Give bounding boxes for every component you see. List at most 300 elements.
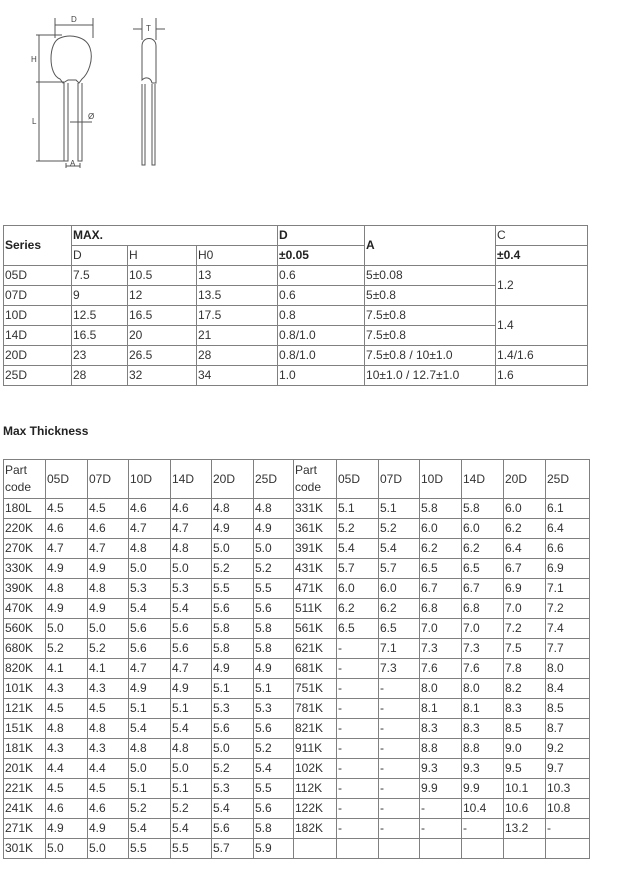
thickness-cell: 8.2 <box>504 679 546 699</box>
thickness-cell: 7.4 <box>546 619 590 639</box>
thickness-cell: 5.6 <box>212 599 254 619</box>
thickness-cell: 4.9 <box>212 519 254 539</box>
thickness-cell: 5.3 <box>171 579 212 599</box>
spec-cell-h: 16.5 <box>128 306 197 326</box>
thickness-row <box>4 679 590 699</box>
thickness-cell: - <box>337 759 379 779</box>
thickness-cell: 8.1 <box>462 699 504 719</box>
thickness-cell: 5.5 <box>254 779 294 799</box>
thickness-cell: 5.6 <box>254 719 294 739</box>
thickness-cell: 5.6 <box>171 619 212 639</box>
thickness-cell: 10.6 <box>504 799 546 819</box>
spec-cell-lead-d: 0.8/1.0 <box>278 346 365 366</box>
thickness-cell: 6.2 <box>504 519 546 539</box>
part-code-cell: 151K <box>4 719 46 739</box>
spec-cell-h0: 28 <box>197 346 278 366</box>
thickness-cell: 5.2 <box>46 639 88 659</box>
thickness-cell: 5.7 <box>212 839 254 859</box>
thickness-row <box>4 539 590 559</box>
thickness-cell: 8.1 <box>420 699 462 719</box>
part-code-cell: 180L <box>4 499 46 519</box>
part-code-cell: 431K <box>294 559 337 579</box>
header-max: MAX. <box>72 226 278 246</box>
thickness-cell: 4.9 <box>212 659 254 679</box>
thickness-cell: 6.2 <box>462 539 504 559</box>
thickness-cell: 4.3 <box>88 739 129 759</box>
part-code-cell: 331K <box>294 499 337 519</box>
spec-cell-lead-d: 1.0 <box>278 366 365 386</box>
thickness-row <box>4 819 590 839</box>
thickness-row <box>4 619 590 639</box>
side-body <box>142 39 156 84</box>
thickness-cell: 5.8 <box>212 639 254 659</box>
thickness-cell: 4.9 <box>46 559 88 579</box>
spec-cell-h: 10.5 <box>128 266 197 286</box>
thickness-cell: 4.5 <box>88 779 129 799</box>
header-col: 14D <box>171 460 212 499</box>
thickness-cell: 6.9 <box>504 579 546 599</box>
spec-cell-d: 23 <box>72 346 128 366</box>
thickness-cell: 5.0 <box>88 619 129 639</box>
spec-cell-c: 1.6 <box>496 366 588 386</box>
disc-body <box>51 36 91 83</box>
spec-cell-h: 32 <box>128 366 197 386</box>
thickness-cell: 9.5 <box>504 759 546 779</box>
thickness-cell: 7.2 <box>504 619 546 639</box>
thickness-cell: 5.9 <box>254 839 294 859</box>
thickness-cell: 5.3 <box>212 779 254 799</box>
thickness-cell: 7.3 <box>379 659 420 679</box>
thickness-cell: 5.6 <box>254 599 294 619</box>
spec-cell-d: 28 <box>72 366 128 386</box>
thickness-cell: 5.2 <box>212 759 254 779</box>
spec-cell-d: 7.5 <box>72 266 128 286</box>
spec-row <box>4 366 588 386</box>
thickness-cell: 4.3 <box>46 739 88 759</box>
thickness-cell: 5.0 <box>254 539 294 559</box>
thickness-row <box>4 719 590 739</box>
spec-cell-c: 1.2 <box>496 266 588 306</box>
thickness-cell: 5.6 <box>212 719 254 739</box>
thickness-row <box>4 519 590 539</box>
thickness-cell: 5.0 <box>171 759 212 779</box>
thickness-cell: 4.6 <box>88 799 129 819</box>
thickness-cell: 7.5 <box>504 639 546 659</box>
thickness-cell: 7.3 <box>462 639 504 659</box>
thickness-cell: 4.7 <box>129 519 171 539</box>
lead-left <box>64 83 68 161</box>
part-code-cell: 561K <box>294 619 337 639</box>
thickness-cell: 5.8 <box>254 619 294 639</box>
part-code-cell: 101K <box>4 679 46 699</box>
thickness-cell: - <box>337 659 379 679</box>
thickness-cell: 7.6 <box>420 659 462 679</box>
header-c-1: C <box>496 226 588 246</box>
thickness-cell: 5.2 <box>129 799 171 819</box>
thickness-cell: - <box>379 779 420 799</box>
thickness-cell: 9.7 <box>546 759 590 779</box>
thickness-cell: 5.4 <box>129 719 171 739</box>
thickness-cell: 6.0 <box>462 519 504 539</box>
part-code-cell: 122K <box>294 799 337 819</box>
thickness-cell: 5.0 <box>88 839 129 859</box>
thickness-cell: 8.7 <box>546 719 590 739</box>
header-col: 07D <box>88 460 129 499</box>
thickness-cell: 5.8 <box>462 499 504 519</box>
part-code-cell: 182K <box>294 819 337 839</box>
thickness-cell: 5.2 <box>254 739 294 759</box>
varistor-dimension-diagram <box>0 0 200 180</box>
thickness-cell: 4.9 <box>46 599 88 619</box>
thickness-cell <box>546 839 590 859</box>
thickness-row <box>4 639 590 659</box>
thickness-cell: 7.8 <box>504 659 546 679</box>
spec-cell-series: 20D <box>4 346 72 366</box>
thickness-cell: 7.3 <box>420 639 462 659</box>
thickness-cell: 7.1 <box>379 639 420 659</box>
spec-cell-d: 12.5 <box>72 306 128 326</box>
thickness-cell: - <box>379 699 420 719</box>
spec-cell-series: 14D <box>4 326 72 346</box>
part-code-cell: 270K <box>4 539 46 559</box>
thickness-cell: 4.3 <box>46 679 88 699</box>
spec-cell-a: 7.5±0.8 <box>365 326 496 346</box>
thickness-cell: 4.8 <box>88 719 129 739</box>
thickness-cell: 4.4 <box>46 759 88 779</box>
thickness-row <box>4 779 590 799</box>
thickness-cell: 6.5 <box>462 559 504 579</box>
thickness-cell: 5.3 <box>212 699 254 719</box>
part-code-cell: 121K <box>4 699 46 719</box>
spec-cell-h: 12 <box>128 286 197 306</box>
header-col: 10D <box>420 460 462 499</box>
thickness-cell: 5.5 <box>254 579 294 599</box>
spec-row <box>4 266 588 286</box>
header-col: 25D <box>546 460 590 499</box>
thickness-cell: 5.0 <box>212 539 254 559</box>
thickness-cell: 4.9 <box>254 659 294 679</box>
header-col: 07D <box>379 460 420 499</box>
thickness-cell: - <box>379 759 420 779</box>
thickness-cell: 5.4 <box>379 539 420 559</box>
thickness-cell: 8.0 <box>420 679 462 699</box>
thickness-row <box>4 699 590 719</box>
header-col: 05D <box>337 460 379 499</box>
thickness-cell: 9.9 <box>462 779 504 799</box>
thickness-cell: 5.2 <box>254 559 294 579</box>
thickness-cell: 6.2 <box>420 539 462 559</box>
spec-cell-series: 05D <box>4 266 72 286</box>
spec-cell-h0: 21 <box>197 326 278 346</box>
thickness-cell: 6.4 <box>504 539 546 559</box>
thickness-row <box>4 799 590 819</box>
thickness-cell: - <box>337 679 379 699</box>
thickness-cell: 6.2 <box>337 599 379 619</box>
thickness-cell: - <box>379 739 420 759</box>
part-code-cell: 102K <box>294 759 337 779</box>
thickness-cell: 4.5 <box>88 699 129 719</box>
thickness-cell: 6.5 <box>337 619 379 639</box>
thickness-cell: 5.1 <box>212 679 254 699</box>
thickness-cell: 8.3 <box>504 699 546 719</box>
label-h: H <box>31 55 37 64</box>
thickness-cell: 10.1 <box>504 779 546 799</box>
thickness-cell: - <box>379 719 420 739</box>
part-code-cell <box>294 839 337 859</box>
thickness-cell: 5.0 <box>212 739 254 759</box>
thickness-cell: 5.6 <box>129 639 171 659</box>
spec-cell-a: 5±0.8 <box>365 286 496 306</box>
thickness-cell <box>337 839 379 859</box>
max-thickness-table <box>3 459 590 859</box>
thickness-cell: 5.1 <box>337 499 379 519</box>
spec-cell-h0: 17.5 <box>197 306 278 326</box>
thickness-cell: - <box>337 799 379 819</box>
part-code-cell: 221K <box>4 779 46 799</box>
thickness-row <box>4 579 590 599</box>
thickness-cell: 6.4 <box>546 519 590 539</box>
thickness-cell: 4.9 <box>46 819 88 839</box>
part-code-cell: 301K <box>4 839 46 859</box>
spec-cell-a: 10±1.0 / 12.7±1.0 <box>365 366 496 386</box>
thickness-cell: 7.1 <box>546 579 590 599</box>
thickness-cell: - <box>337 819 379 839</box>
thickness-cell: 4.5 <box>88 499 129 519</box>
part-code-cell: 911K <box>294 739 337 759</box>
thickness-cell: 7.0 <box>420 619 462 639</box>
thickness-cell: 4.9 <box>88 559 129 579</box>
thickness-cell: - <box>337 739 379 759</box>
header-col: 14D <box>462 460 504 499</box>
part-code-cell: 560K <box>4 619 46 639</box>
thickness-cell: 5.2 <box>337 519 379 539</box>
part-code-cell: 471K <box>294 579 337 599</box>
part-code-cell: 821K <box>294 719 337 739</box>
thickness-cell: 5.0 <box>46 839 88 859</box>
thickness-cell: 6.8 <box>462 599 504 619</box>
spec-cell-h: 26.5 <box>128 346 197 366</box>
thickness-cell: 8.8 <box>420 739 462 759</box>
thickness-cell: 6.1 <box>546 499 590 519</box>
thickness-cell: 5.1 <box>254 679 294 699</box>
thickness-cell: - <box>337 639 379 659</box>
thickness-cell: - <box>379 679 420 699</box>
thickness-cell: 6.0 <box>337 579 379 599</box>
thickness-cell: 4.7 <box>129 659 171 679</box>
thickness-cell: 5.1 <box>171 779 212 799</box>
thickness-cell: 4.6 <box>171 499 212 519</box>
thickness-cell: 5.2 <box>88 639 129 659</box>
thickness-cell: 5.1 <box>129 779 171 799</box>
header-part-code-right: Part code <box>294 460 337 499</box>
thickness-cell: 6.8 <box>420 599 462 619</box>
thickness-cell: 5.2 <box>379 519 420 539</box>
part-code-cell: 820K <box>4 659 46 679</box>
thickness-cell: 8.0 <box>546 659 590 679</box>
thickness-cell: 4.8 <box>46 579 88 599</box>
spec-cell-c: 1.4/1.6 <box>496 346 588 366</box>
spec-row <box>4 306 588 326</box>
thickness-cell: 4.5 <box>46 779 88 799</box>
thickness-cell: 5.4 <box>129 819 171 839</box>
spec-cell-d: 16.5 <box>72 326 128 346</box>
thickness-cell: 5.0 <box>46 619 88 639</box>
thickness-cell: 4.4 <box>88 759 129 779</box>
thickness-cell: - <box>420 819 462 839</box>
thickness-cell: - <box>337 699 379 719</box>
header-col: 10D <box>129 460 171 499</box>
thickness-cell: - <box>337 719 379 739</box>
header-lead-d-2: ±0.05 <box>278 246 365 266</box>
header-col: 05D <box>46 460 88 499</box>
thickness-cell: 7.6 <box>462 659 504 679</box>
header-a: A <box>365 226 496 266</box>
header-col: 20D <box>504 460 546 499</box>
thickness-cell: 4.7 <box>171 659 212 679</box>
part-code-cell: 241K <box>4 799 46 819</box>
spec-cell-series: 07D <box>4 286 72 306</box>
header-h0: H0 <box>197 246 278 266</box>
max-thickness-title: Max Thickness <box>3 424 89 438</box>
part-code-cell: 390K <box>4 579 46 599</box>
thickness-cell: 4.6 <box>88 519 129 539</box>
thickness-cell: 6.7 <box>504 559 546 579</box>
thickness-cell: 9.3 <box>462 759 504 779</box>
spec-cell-series: 10D <box>4 306 72 326</box>
thickness-cell: 10.8 <box>546 799 590 819</box>
spec-cell-h0: 13.5 <box>197 286 278 306</box>
thickness-cell: 4.6 <box>46 519 88 539</box>
thickness-cell: 8.3 <box>420 719 462 739</box>
thickness-cell: 4.6 <box>129 499 171 519</box>
spec-cell-a: 7.5±0.8 <box>365 306 496 326</box>
thickness-cell: 4.5 <box>46 699 88 719</box>
thickness-cell: 5.0 <box>129 559 171 579</box>
thickness-cell: 7.0 <box>504 599 546 619</box>
label-d: D <box>71 15 77 24</box>
thickness-cell: 5.8 <box>420 499 462 519</box>
thickness-cell: 6.0 <box>504 499 546 519</box>
thickness-cell: 5.4 <box>212 799 254 819</box>
thickness-cell: - <box>546 819 590 839</box>
thickness-row <box>4 659 590 679</box>
thickness-cell: 5.1 <box>379 499 420 519</box>
thickness-cell: 6.0 <box>379 579 420 599</box>
thickness-cell: - <box>420 799 462 819</box>
thickness-cell: 6.2 <box>379 599 420 619</box>
thickness-cell: 4.8 <box>171 739 212 759</box>
spec-cell-c: 1.4 <box>496 306 588 346</box>
part-code-cell: 681K <box>294 659 337 679</box>
spec-cell-h0: 34 <box>197 366 278 386</box>
spec-cell-lead-d: 0.8 <box>278 306 365 326</box>
side-lead-right <box>152 84 155 165</box>
part-code-cell: 680K <box>4 639 46 659</box>
thickness-cell: 5.8 <box>212 619 254 639</box>
header-col: 25D <box>254 460 294 499</box>
thickness-cell: 10.4 <box>462 799 504 819</box>
header-part-code-left: Part code <box>4 460 46 499</box>
thickness-cell: 4.8 <box>212 499 254 519</box>
thickness-cell: 4.9 <box>254 519 294 539</box>
thickness-cell: 6.0 <box>420 519 462 539</box>
part-code-cell: 391K <box>294 539 337 559</box>
thickness-cell: 4.8 <box>129 539 171 559</box>
part-code-cell: 201K <box>4 759 46 779</box>
thickness-cell: 5.6 <box>254 799 294 819</box>
thickness-cell: 5.8 <box>254 819 294 839</box>
thickness-cell: 6.7 <box>420 579 462 599</box>
thickness-cell: 4.1 <box>46 659 88 679</box>
thickness-cell: 7.0 <box>462 619 504 639</box>
thickness-cell: 5.0 <box>129 759 171 779</box>
thickness-cell: - <box>337 779 379 799</box>
thickness-cell: 5.4 <box>337 539 379 559</box>
spec-cell-a: 5±0.08 <box>365 266 496 286</box>
part-code-cell: 621K <box>294 639 337 659</box>
part-code-cell: 361K <box>294 519 337 539</box>
thickness-cell: 4.9 <box>88 599 129 619</box>
part-code-cell: 781K <box>294 699 337 719</box>
thickness-cell: 13.2 <box>504 819 546 839</box>
spec-cell-d: 9 <box>72 286 128 306</box>
thickness-cell: 9.0 <box>504 739 546 759</box>
thickness-cell: 5.2 <box>212 559 254 579</box>
thickness-cell: 6.6 <box>546 539 590 559</box>
part-code-cell: 112K <box>294 779 337 799</box>
thickness-cell: 5.5 <box>129 839 171 859</box>
thickness-cell: 5.6 <box>212 819 254 839</box>
thickness-row <box>4 499 590 519</box>
thickness-cell: - <box>379 799 420 819</box>
thickness-cell: 4.7 <box>88 539 129 559</box>
spec-cell-lead-d: 0.8/1.0 <box>278 326 365 346</box>
thickness-cell: 5.6 <box>129 619 171 639</box>
part-code-cell: 271K <box>4 819 46 839</box>
spec-cell-a: 7.5±0.8 / 10±1.0 <box>365 346 496 366</box>
label-t: T <box>146 24 151 33</box>
thickness-cell: 5.4 <box>171 599 212 619</box>
thickness-cell: 8.4 <box>546 679 590 699</box>
thickness-cell: 4.6 <box>46 799 88 819</box>
spec-row <box>4 346 588 366</box>
thickness-cell <box>462 839 504 859</box>
thickness-cell: 5.1 <box>171 699 212 719</box>
thickness-cell: 5.6 <box>171 639 212 659</box>
dimension-spec-table <box>3 225 588 386</box>
thickness-cell: 4.9 <box>171 679 212 699</box>
thickness-cell <box>379 839 420 859</box>
thickness-cell: 5.7 <box>379 559 420 579</box>
header-d: D <box>72 246 128 266</box>
header-col: 20D <box>212 460 254 499</box>
part-code-cell: 330K <box>4 559 46 579</box>
thickness-cell: 9.2 <box>546 739 590 759</box>
header-c-2: ±0.4 <box>496 246 588 266</box>
thickness-cell: 4.8 <box>129 739 171 759</box>
thickness-cell: - <box>462 819 504 839</box>
thickness-cell: 5.4 <box>129 599 171 619</box>
thickness-cell: 9.3 <box>420 759 462 779</box>
thickness-cell: 4.7 <box>46 539 88 559</box>
thickness-cell: 5.3 <box>254 699 294 719</box>
spec-cell-h0: 13 <box>197 266 278 286</box>
part-code-cell: 220K <box>4 519 46 539</box>
side-lead-left <box>142 84 145 165</box>
thickness-row <box>4 839 590 859</box>
thickness-cell: 8.0 <box>462 679 504 699</box>
thickness-cell: 4.1 <box>88 659 129 679</box>
